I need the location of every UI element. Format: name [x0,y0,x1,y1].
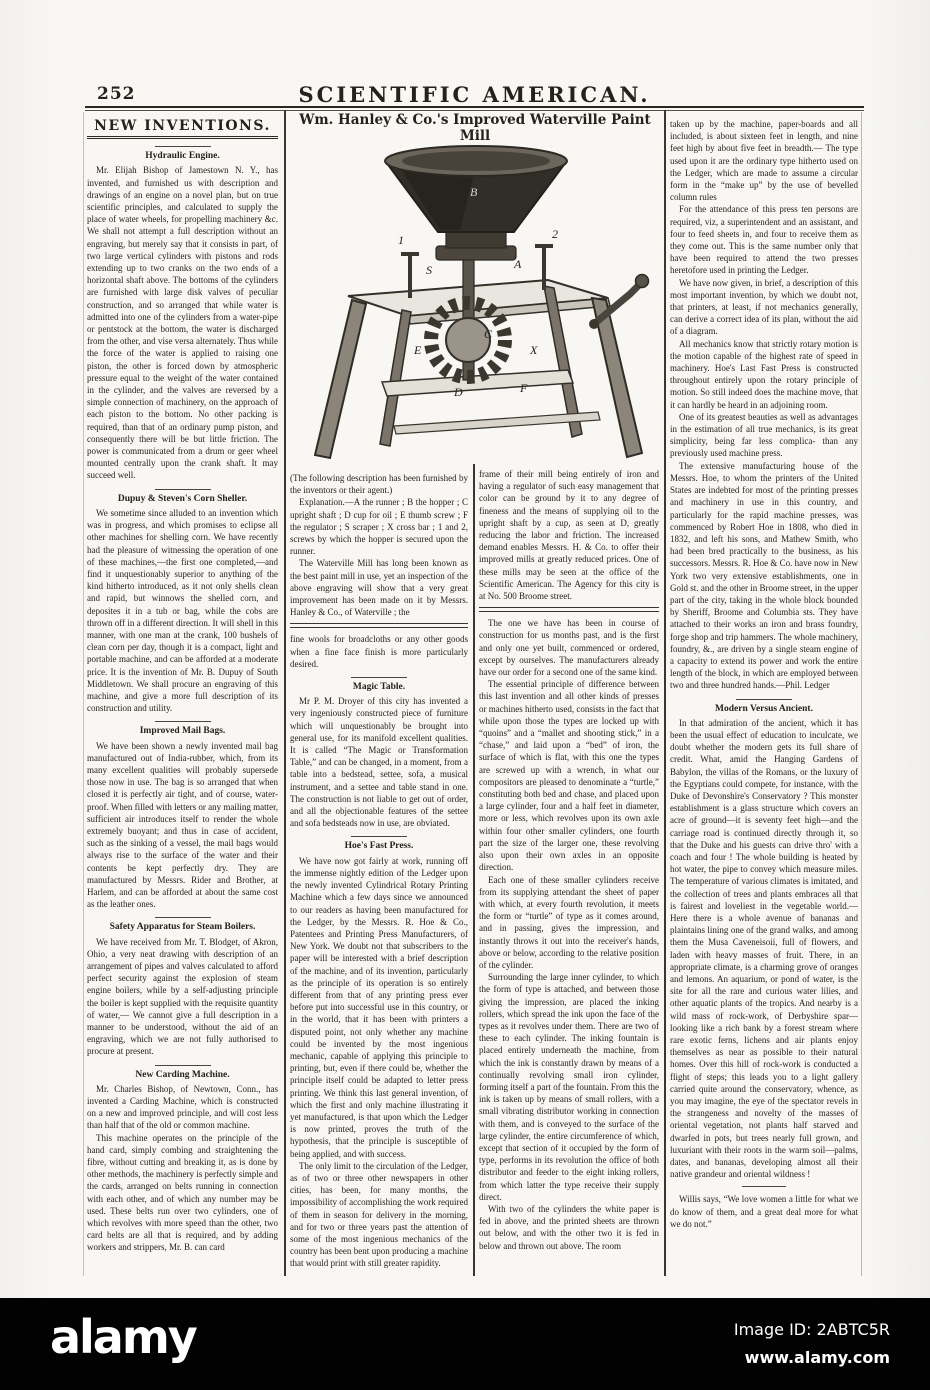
engraving-label-s: S [426,263,432,277]
article-paragraph: frame of their mill being entirely of iron and having a regulator of such easy management that color can be ground by it to any degree of fineness and the means of supplying oil to the upright shaft by a cup, as seen at D, greatly reducing the labor and friction. The increased demand enables Messrs. H. & Co. to offer their improved mills at greatly reduced prices. One of these mills may be seen at the office of the Scientific American. The Agency for this city is at No. 500 Broome street. [479,469,659,602]
article-column-2 [290,472,468,1278]
article-heading-steam-boilers: Safety Apparatus for Steam Boilers. [87,916,278,933]
alamy-logo: alamy [50,1310,196,1364]
engraving-label-f: F [520,381,528,395]
engraving-label-x: X [530,343,538,357]
image-id-label: Image ID: 2ABTC5R [733,1320,890,1339]
article-heading-mail-bags: Improved Mail Bags. [87,720,278,737]
section-divider [290,623,468,628]
article-paragraph: For the attendance of this press ten persons are required, viz, a superintendent and an assistant, and four to feed sheets in, and four to receive them as they come out. This is the same number only that have been required to attend the two presses heretofore used in printing the Ledger. [670,204,858,276]
article-column-3 [479,468,659,1278]
article-paragraph: This machine operates on the principle of the hand card, simply combing and straightening the fibre, without cutting and breaking it, as is done by other methods, the machinery is perfectly simple and the cards, arranged on belts running in connection with each other, and of which any number may be used. These belts run over two cylinders, one of which revolves with more speed than the other, two card belts are all that is required, and by adding workers and strippers, Mr. B. can card [87,1132,278,1253]
column-divider-3 [664,110,666,1276]
page-edge-rule-right [861,112,862,1276]
article-heading-magic-table: Magic Table. [290,676,468,693]
article-paragraph: The only limit to the circulation of the Ledger, as of two or three other newspapers in other cities, has been, for many months, the impossibility of accomplishing the work required of them in season for delivery in the morning, and for two or three years past the attention of some of the most ingenious mechanics of the country has been bent upon producing a machine that would print with still greater rapidity. [290,1160,468,1269]
article-paragraph: Mr P. M. Droyer of this city has invented a very ingeniously constructed piece of furniture which will unquestionably be brought into general use, for its manifold excellent qualities. It is called “The Magic or Transformation Table,” and can be changed, in a moment, from a table into a bedstead, settee, sofa, a musical instrument, and a settee and table stand in one. The construction is not liable to get out of order, and all the objectionable features of the settee and sofa bedsteads now in use, are obviated. [290,696,468,829]
article-heading-hoes-fast-press: Hoe's Fast Press. [290,835,468,852]
article-heading-hydraulic-engine: Hydraulic Engine. [87,145,278,162]
article-heading-modern-versus-ancient: Modern Versus Ancient. [670,698,858,715]
column-divider-2 [473,464,475,1276]
column-divider-1 [284,110,286,1276]
engraving-label-2: 2 [552,227,558,241]
article-column-1 [87,118,278,1278]
section-divider [742,1186,786,1187]
engraving-label-1: 1 [398,233,404,247]
article-paragraph: One of its greatest beauties as well as advantages in the estimation of all true mechanics, is its great simplicity, being far less complica- than any previously used machine press. [670,411,858,459]
engraving-caption: Wm. Hanley & Co.'s Improved Waterville Paint Mill [299,112,651,144]
article-paragraph: Mr. Charles Bishop, of Newtown, Conn., has invented a Carding Machine, which is constructed on a new and improved principle, and will cost less than half that of the old or common machine. [87,1083,278,1131]
article-paragraph: Surrounding the large inner cylinder, to which the form of type is attached, and between those giving the impression, are placed the inking rollers, which spread the ink upon the face of the types as it revolves under them. There are two of these to each cylinder. The inking fountain is placed entirely underneath the machine, from which the ink is constantly drawn by means of a continually revolving small iron cylinder, forming itself a part of the fountain. From this the ink is taken up by means of small rollers, with a small vibrating distributor working in connection with them, and is conveyed to the surface of the large cylinder, the entire circumference of which, except that section of it occupied by the form of type, performs in its revolution the office of both distributor and feeder to the eight inking rollers, from which latter the type receive their supply direct. [479,972,659,1202]
engraving-label-a: A [514,257,522,271]
page-number: 252 [97,84,136,104]
article-heading-corn-sheller: Dupuy & Steven's Corn Sheller. [87,488,278,505]
article-paragraph: The essential principle of difference between this last invention and all other kinds of presses or machines hitherto used, consists in the fact that while upon those the types are locked up with “quoins” and a “mallet and shooting stick,” in a “chase,” and laid upon a “bed” of iron, the surface of which is flat, with this one the types are screwed up with a wrench, in what our compositors are pleased to denominate a “turtle,” constituting both bed and chase, and placed upon a large cylinder, four and a half feet in diameter, more or less, which revolves upon its own axle within four other smaller cylinders, one fourth part the size of the larger one, these revolving also upon their own axles in an opposite direction. [479,679,659,873]
engraving-label-e: E [414,343,422,357]
engraving-label-d: D [454,385,463,399]
article-paragraph: With two of the cylinders the white paper is fed in above, and the printed sheets are thrown out below, and with the other two it is fed in below and thrown out above. The room [479,1203,659,1251]
page-edge-rule-left [83,112,84,1276]
section-heading-new-inventions: NEW INVENTIONS. [87,118,278,139]
article-paragraph: The extensive manufacturing house of the Messrs. Hoe, to whom the printers of the United States are indebted for most of the printing presses and machinery in use in this country, and particularly for the rapid machine presses, was commenced by Robert Hoe in 1808, who died in 1832, and left his sons, and Mathew Smith, who had been bred practically to the business, as his successors. Messrs. R. Hoe & Co. have now in New York two very extensive establishments, one in Gold st. and the other in Broome street, in the upper part of the city, taking in the whole block bounded by Sheriff, Broome and Columbia sts. They have attached to their works an iron and brass foundry, forge shop and trip hammers. The whole machinery, foundry, &., are driven by a single steam engine of a capacity to extend its power and work the entire length of the block, in which are employed between two and three hundred hands.—Phil. Ledger [670,460,858,691]
article-paragraph: In that admiration of the ancient, which it has been the usual effect of education to inculcate, we doubt whether the modern gets its full share of credit. What, amid the Hanging Gardens of Babylon, the villas of the Romans, or the luxury of the Egyptians could compete, for instance, with the Duke of Devonshire's Conservatory ? This monster establishment is a glass structure which covers an acre of ground—it is seventy feet high—and the carriage road is continued directly through it, so that the Duke and his guests can drive thro' with a coach and four ! The whole building is heated by hot water, the pipe to convey which measure miles. The temperature of various climates is imitated, and the collection of trees and plants embraces all that is fairest and loveliest in the vegetable world.— Here there is a whole avenue of bananas and plaintains lining one of the grand walks, and among them the Musa Caveneisoii, full of flowers, and laden with heavy masses of fruit. There, in an appropriate climate, is a charming grove of oranges and lemons. An aquarium, or pond of water, is the site for all the rare and curious water lilies, and other aquatic plants of the tropics. And nearby is a wild mass of rock-work, of Derbyshire spar—looking like a rich bank by a forest stream where rare exotic ferns, lichens and air plants enjoy themselves as near as possible to their natural homes. Over this hill of rock-work is conducted a flight of steps; this leads you to a light gallery carried quite around the conservatory, whence, as you may imagine, the eye of the spectator revels in the strangeness and novelty of the masses of oriental vegetation, not plants half starved and dwarfed in pots, but trees nearly full grown, and luxuriant with their roots in the warm soil—palms, dates, and bananas, developing almost all their native grandeur and oriental wildness ! [670,717,858,1180]
article-paragraph: Explanation.—A the runner ; B the hopper ; C upright shaft ; D cup for oil ; E thumb screw ; F the regulator ; S scraper ; X cross bar ; 1 and 2, screws by which the hopper is secured upon the runner. [290,497,468,557]
article-paragraph: We have been shown a newly invented mail bag manufactured out of India-rubber, which, from its many excellent qualities will probably supersede those now in use. The bag is so arranged that when closed it is perfectly air tight, and of course, water-proof. When filled with letters or any mailing matter, sufficient air introduces itself to render the whole extremely buoyant; and thus in case of accident, such as the sinking of a vessel, the mail bags would always rise to the surface of the water and their contents be kept perfectly dry. They are manufactured by Messrs. Rider and Brother, at Harlem, and can be afforded at about the same cost as the leather ones. [87,740,278,910]
section-divider [479,607,659,612]
article-paragraph: (The following description has been furnished by the inventors or their agent.) [290,473,468,496]
article-paragraph: We sometime since alluded to an invention which was in progress, and which promises to eclipse all other machines for shelling corn. We have recently had the pleasure of witnessing the operation of one of these machines,—the first one completed,—and find it unquestionably superior to anything of the kind hitherto introduced, as it not only shells clean and rapid, but winnows the shelled corn, and deposites it in a tub or bag, while the cobs are thrown off in a different direction. It will shell in this manner, with one man at the crank, 100 bushels of clean corn per day, though it is a compact, light and portable machine, and can be afforded at a moderate price. It is the invention of Mr. B. Dupuy of South Middletown. We shall procure an engraving of this machine, and give a more full description of its construction and utility. [87,507,278,714]
article-paragraph: All mechanics know that strictly rotary motion is the motion capable of the highest rate of speed in machinery. Hoe's Last Fast Press is constructed throughout entirely upon the rotary principle of motion. So still indeed does the machine move, that it can hardly be heard in an adjoining room. [670,338,858,410]
alamy-url: www.alamy.com [744,1348,890,1367]
watermark-bar [0,1298,930,1390]
article-paragraph: We have now got fairly at work, running off the immense nightly edition of the Ledger upon the newly invented Cylindrical Rotary Printing Machine which a few days since we announced to our readers as having been manufactured for the Ledger, by the Messrs. R. Hoe & Co., Patentees and Printing Press Manufacturers, of New York. We doubt not that subscribers to the paper will be interested with a brief description of the machine, and of its invention, particularly as the principle of its operation is so entirely different from that of any printing press ever before put into successful use in this country, or in the world, that it has been with printers a disputed point, not only whether any machine could be invented by the most ingenious mechanic, capable of applying this principle to printing, but, even if there could be, whether the principle itself could be adapted to letter press printing. We think this last general invention, of which the first and only machine illustrating it yet manufactured, is that upon which the Ledger is now printed, proves the truth of the hypothesis, that the principle is susceptible of being applied, and with success. [290,855,468,1159]
article-paragraph: taken up by the machine, paper-boards and all included, is about sixteen feet in length, and nine feet high by about five feet in breadth.— The type used upon it are the ordinary type hitherto used on the Ledger, which are made to assume a circular form in the “make up” by the use of bevelled column rules [670,119,858,203]
header-divider [85,106,864,111]
article-paragraph: Mr. Elijah Bishop of Jamestown N. Y., has invented, and furnished us with description and drawings of an engine on a novel plan, but on true scientific principles, and calculated to supply the place of water wheels, for propelling machinery &c. We shall not attempt a full description without an engraving, but merely say that it consists in part, of two large vertical cylinders with pistons and rods extending up to two cranks on the two ends of a horizontal shaft above. The bottoms of the cylinders are furnished with large disk valves of peculiar construction, and so arranged that while water is admitted into one of the cylinders from a water-pipe or pentstock at the bottom, the water is discharged from the other, and vise versa alternately. Thus while the force of the water is applied to raising one piston, the other is forced down by atmospheric pressure equal to the weight of the water contained in the cylinder, and the valves are reversed by a simple connection of machinery, on the approach of each piston to the bottom. No other packing is required, than that of an ordinary pump piston, and consequently there will be but little friction. The power is communicated from a drum or geer wheel mounted centrally upon the crank shaft. It may succeed well. [87,165,278,481]
article-paragraph: Willis says, “We love women a little for what we do know of them, and a great deal more for what we do not.” [670,1194,858,1229]
engraving-label-c: C [484,327,493,341]
paint-mill-engraving [298,134,654,464]
article-paragraph: We have now given, in brief, a description of this most important invention, by which we doubt not, that printers, at least, if not mechanics generally, can derive a correct idea of its plan, without the aid of a diagram. [670,277,858,337]
engraving-label-b: B [470,185,478,199]
article-paragraph: Each one of these smaller cylinders receive from its supplying attendant the sheet of paper with which, at every fourth revolution, it meets the form or “turtle” of type as it comes around, and in passing, gives the impression, and instantly throws it out into the receiver's hands, above or below, according to the relative position of the cylinder. [479,874,659,970]
masthead-title: SCIENTIFIC AMERICAN. [298,82,651,107]
article-paragraph: fine wools for broadcloths or any other goods when a fine face finish is more particularly desired. [290,634,468,669]
article-paragraph: The one we have has been in course of construction for us months past, and is the first and only one yet built, commenced or ordered, except by ourselves. The manufacturers already have our order for a second one of the same kind. [479,618,659,678]
article-heading-carding-machine: New Carding Machine. [87,1064,278,1081]
article-paragraph: We have received from Mr. T. Blodget, of Akron, Ohio, a very neat drawing with description of an arrangement of pipes and valves calculated to afford perfect security against the explosion of steam engine boilers, while by a self-adjusting principle the boiler is kept supplied with the requisite quantity of water,— We cannot give a full description in a manner to be understood, without the aid of an engraving, which we are not fully authorised to procure at present. [87,936,278,1057]
article-paragraph: The Waterville Mill has long been known as the best paint mill in use, yet an inspection of the above engraving will show that a very great improvement has been made on it by Messrs. Hanley & Co., of Waterville ; the [290,558,468,618]
article-column-4 [670,118,858,1278]
